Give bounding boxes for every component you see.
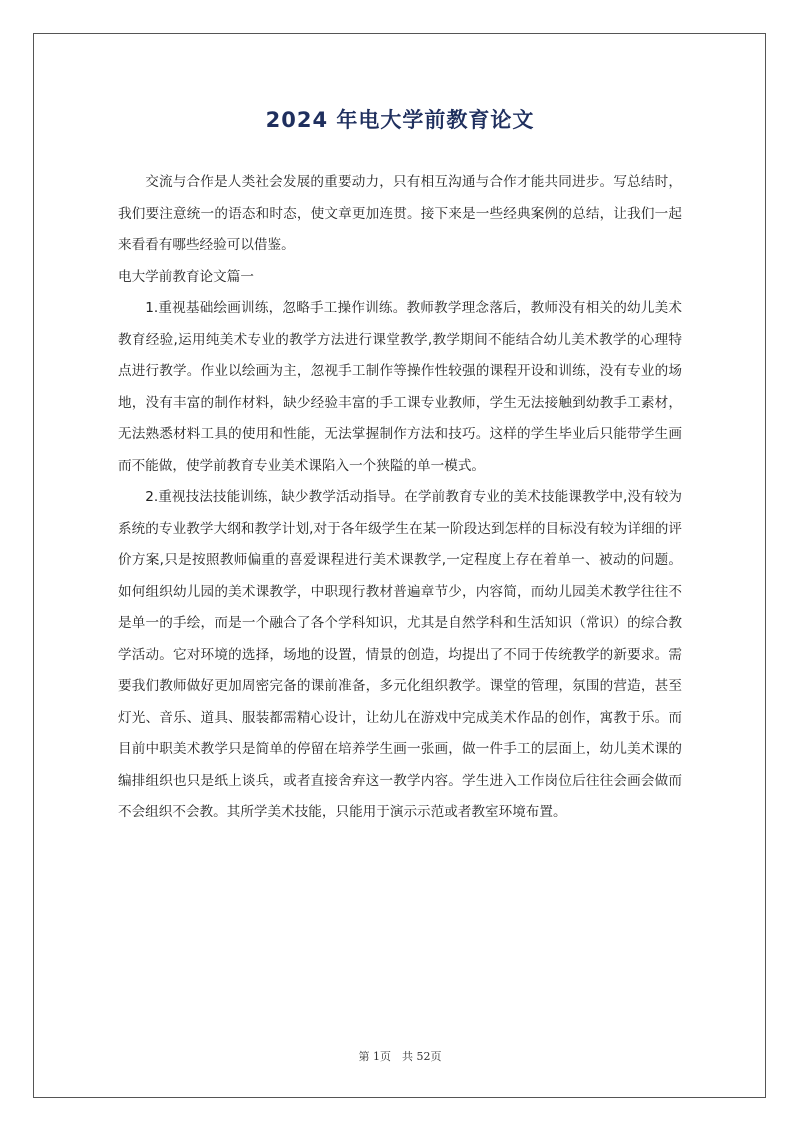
page-number: 第 1页 共 52页 [358, 1050, 442, 1063]
body-paragraph: 1.重视基础绘画训练，忽略手工操作训练。教师教学理念落后，教师没有相关的幼儿美术教育经验,运用纯美术专业的教学方法进行课堂教学,教学期间不能结合幼儿美术教学的心理特点进行教学。作业以绘画为主，忽视手工制作等操作性较强的课程开设和训练，没有专业的场地，没有丰富的制作材料，缺少经验丰富的手工课专业教师，学生无法接触到幼教手工素材，无法熟悉材料工具的使用和性能，无法掌握制作方法和技巧。这样的学生毕业后只能带学生画而不能做，使学前教育专业美术课陷入一个狭隘的单一模式。 [118, 300, 682, 474]
document-body [118, 167, 682, 829]
section-heading: 电大学前教育论文篇一 [118, 268, 254, 285]
body-paragraph: 2.重视技法技能训练，缺少教学活动指导。在学前教育专业的美术技能课教学中,没有较为系统的专业教学大纲和教学计划,对于各年级学生在某一阶段达到怎样的目标没有较为详细的评价方案,只是按照教师偏重的喜爱课程进行美术课教学,一定程度上存在着单一、被动的问题。如何组织幼儿园的美术课教学，中职现行教材普遍章节少，内容简，而幼儿园美术教学往往不是单一的手绘，而是一个融合了各个学科知识，尤其是自然学科和生活知识（常识）的综合教学活动。它对环境的选择，场地的设置，情景的创造，均提出了不同于传统教学的新要求。需要我们教师做好更加周密完备的课前准备，多元化组织教学。课堂的管理，氛围的营造，甚至灯光、音乐、道具、服装都需精心设计，让幼儿在游戏中完成美术作品的创作，寓教于乐。而目前中职美术教学只是简单的停留在培养学生画一张画，做一件手工的层面上，幼儿美术课的编排组织也只是纸上谈兵，或者直接舍弃这一教学内容。学生进入工作岗位后往往会画会做而不会组织不会教。其所学美术技能，只能用于演示示范或者教室环境布置。 [118, 489, 682, 820]
document-title: 2024 年电大学前教育论文 [265, 108, 535, 132]
intro-paragraph: 交流与合作是人类社会发展的重要动力，只有相互沟通与合作才能共同进步。写总结时，我们要注意统一的语态和时态，使文章更加连贯。接下来是一些经典案例的总结，让我们一起来看看有哪些经验可以借鉴。 [118, 174, 682, 253]
